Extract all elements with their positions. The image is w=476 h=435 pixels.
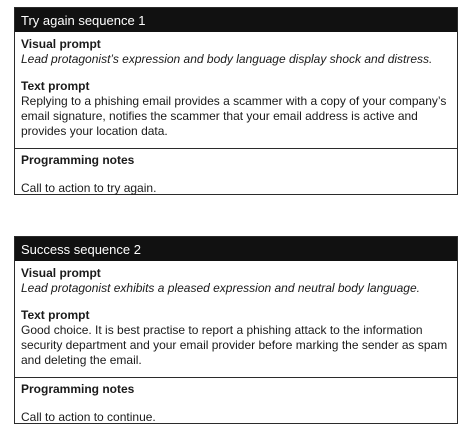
- sequence-title: Success sequence 2: [15, 237, 457, 261]
- text-prompt-text: Replying to a phishing email provides a scammer with a copy of your company’s email signature, notifies the scammer that your email address is active and provides your location data.: [21, 94, 447, 138]
- programming-notes-label: Programming notes: [21, 153, 135, 167]
- prompts-section: [15, 261, 457, 378]
- sequence-title: Try again sequence 1: [15, 8, 457, 32]
- visual-prompt-label: Visual prompt: [21, 266, 101, 280]
- programming-notes-text: Call to action to try again.: [21, 181, 157, 195]
- prompts-section: [15, 32, 457, 149]
- text-prompt-text: Good choice. It is best practise to report a phishing attack to the information security department and your email provider before marking the sender as spam and deleting the email.: [21, 323, 448, 367]
- text-prompt-label: Text prompt: [21, 308, 90, 322]
- programming-notes-text: Call to action to continue.: [21, 410, 156, 424]
- visual-prompt-text: Lead protagonist exhibits a pleased expression and neutral body language.: [21, 281, 420, 295]
- text-prompt-label: Text prompt: [21, 79, 90, 93]
- visual-prompt-label: Visual prompt: [21, 37, 101, 51]
- programming-notes-label: Programming notes: [21, 382, 135, 396]
- sequence-card-success: [14, 236, 458, 424]
- programming-notes-section: [15, 378, 457, 425]
- sequence-card-try-again: [14, 7, 458, 195]
- programming-notes-section: [15, 149, 457, 196]
- visual-prompt-text: Lead protagonist’s expression and body language display shock and distress.: [21, 52, 433, 66]
